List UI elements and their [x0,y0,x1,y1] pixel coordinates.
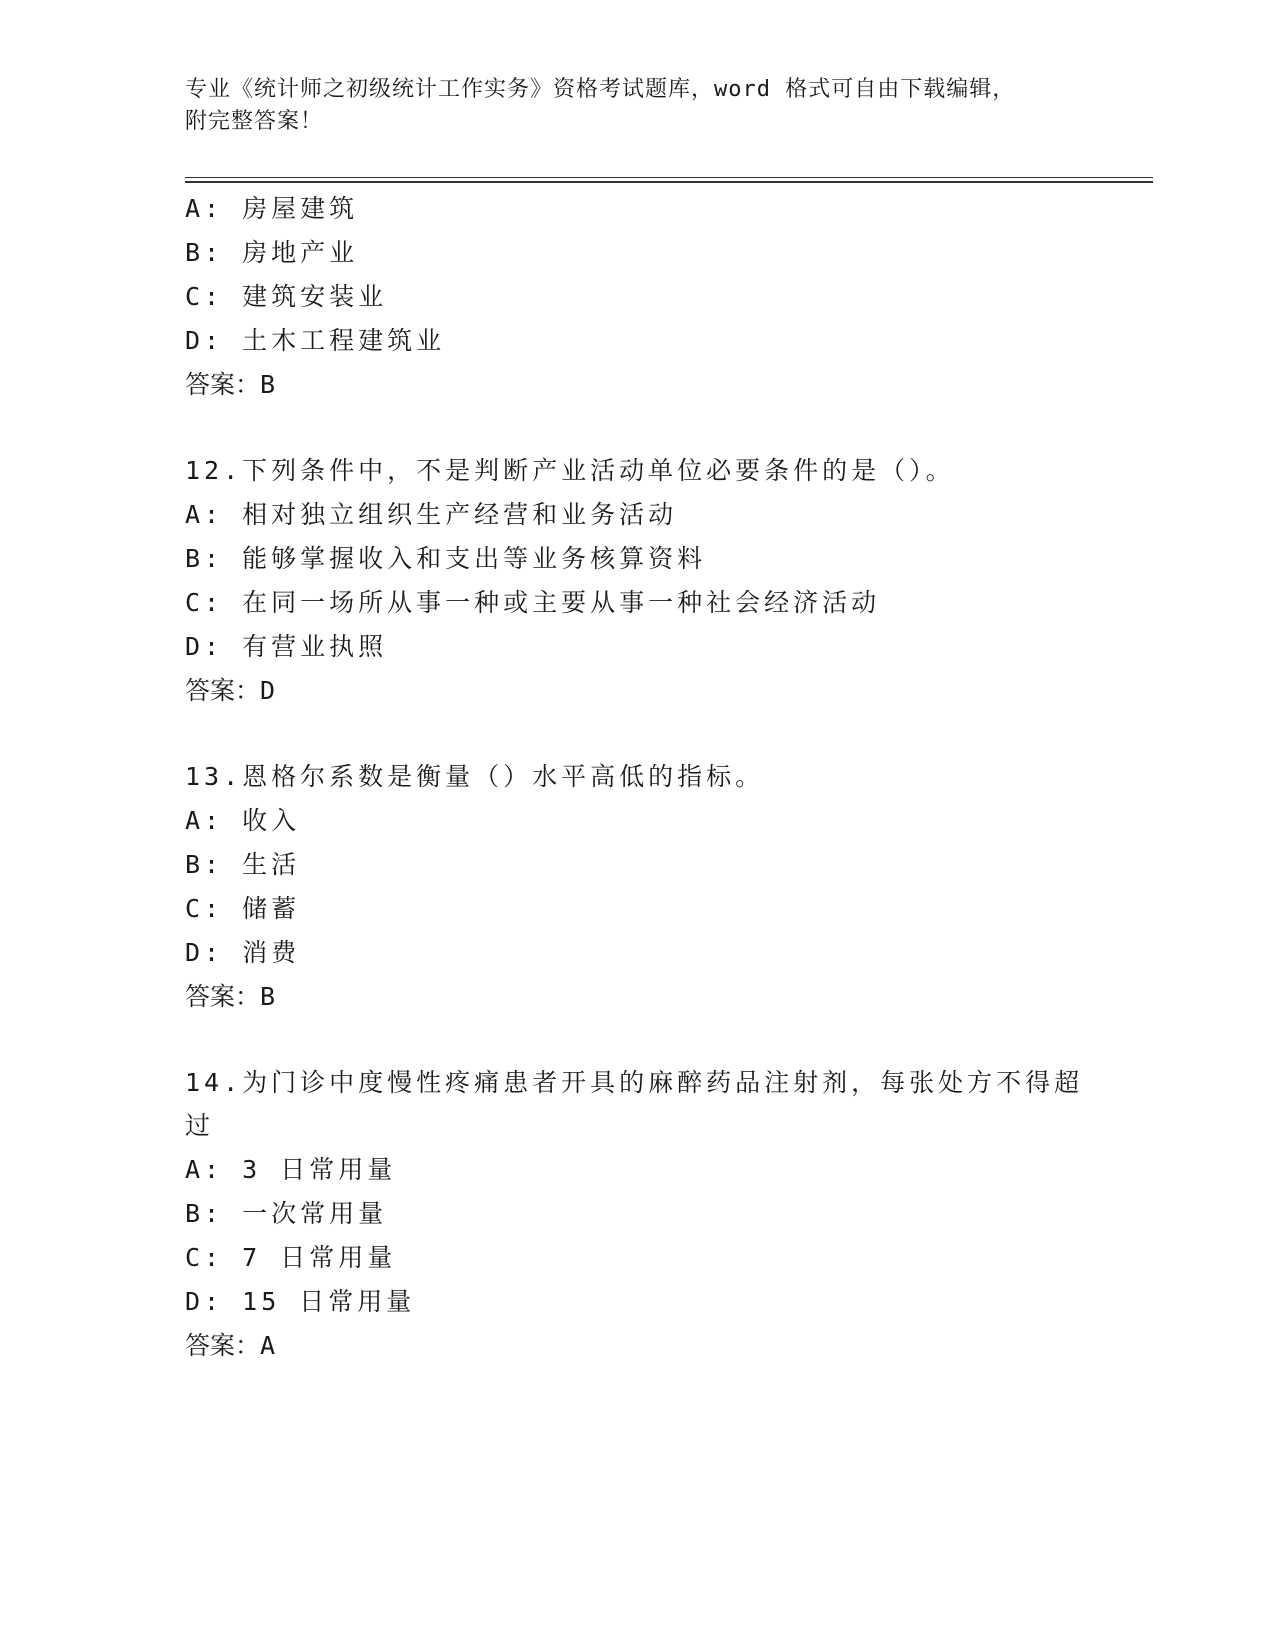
q14-option-c: C: 7 日常用量 [185,1243,397,1272]
q11-option-d: D: 土木工程建筑业 [185,326,446,355]
q11-answer-value: B [260,370,276,399]
q14-stem-line-1: 14.为门诊中度慢性疼痛患者开具的麻醉药品注射剂，每张处方不得超 [185,1068,1084,1097]
q12-option-c: C: 在同一场所从事一种或主要从事一种社会经济活动 [185,588,881,617]
q12-option-d: D: 有营业执照 [185,632,388,661]
document-header [185,74,1085,138]
q12-answer [185,675,275,707]
q12-option-a: A: 相对独立组织生产经营和业务活动 [185,500,678,529]
q13-answer-label: 答案： [185,982,261,1011]
q11-option-a: A: 房屋建筑 [185,194,359,223]
q14-option-d: D: 15 日常用量 [185,1287,416,1316]
q14-option-a: A: 3 日常用量 [185,1155,397,1184]
q13-option-a: A: 收入 [185,806,301,835]
q13-option-d: D: 消费 [185,938,301,967]
header-line-2: 附完整答案！ [185,109,324,134]
q12-stem: 12.下列条件中，不是判断产业活动单位必要条件的是（）。 [185,456,955,485]
q11-option-c: C: 建筑安装业 [185,282,388,311]
q14-answer-value: A [260,1331,276,1360]
q11-option-b: B: 房地产业 [185,238,359,267]
header-line-1: 专业《统计师之初级统计工作实务》资格考试题库，word 格式可自由下载编辑， [185,77,1016,102]
q13-answer-value: B [260,982,276,1011]
q14-answer-label: 答案： [185,1331,261,1360]
q13-answer [185,981,275,1013]
q12-answer-value: D [260,676,276,705]
q13-option-b: B: 生活 [185,850,301,879]
header-divider-thin [185,177,1153,178]
q14-stem-line-2: 过 [185,1111,215,1140]
q12-answer-label: 答案： [185,676,261,705]
q14-answer [185,1330,275,1362]
q12-option-b: B: 能够掌握收入和支出等业务核算资料 [185,544,707,573]
q11-answer-label: 答案： [185,370,261,399]
q14-option-b: B: 一次常用量 [185,1199,388,1228]
q11-answer [185,369,275,401]
q13-option-c: C: 储蓄 [185,894,301,923]
q13-stem: 13.恩格尔系数是衡量（）水平高低的指标。 [185,762,765,791]
header-divider-thick [185,181,1153,183]
